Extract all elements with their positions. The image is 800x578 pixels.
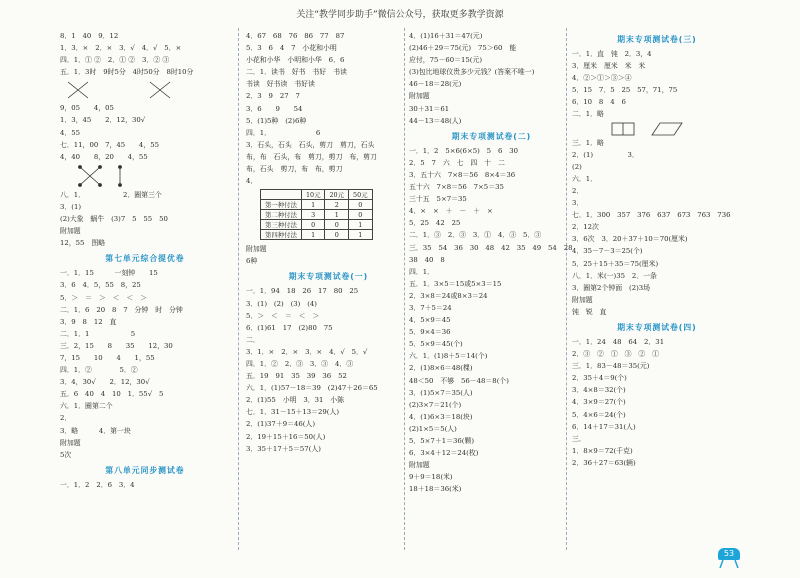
answer-line: 二．1．读书 好书 书好 书读 (246, 68, 347, 77)
page-number: 53 (718, 548, 740, 560)
column-2 (246, 30, 411, 556)
answer-line: 4．× × ＋ － ＋ × (409, 207, 493, 216)
answer-line: 1．8×9＝72(千克) (572, 446, 633, 455)
table-cell: 50元 (349, 190, 373, 200)
answer-line: 4．(1)16＋31＝47(元) (409, 32, 483, 40)
answer-line: 2．5 7 六 七 四 十 二 (409, 158, 505, 167)
answer-line: (2)3×7＝21(个) (409, 400, 462, 409)
answer-line: 3．35＋17＋5＝57(人) (246, 444, 321, 453)
answer-line: 44－13＝48(人) (409, 116, 462, 125)
page-header: 关注“教学同步助手”微信公众号，获取更多教学资源 (296, 10, 504, 20)
answer-line: 18＋18＝36(米) (409, 485, 462, 494)
answer-line: 附加题 (60, 227, 81, 236)
answer-line: 六．1． (572, 174, 598, 183)
table-cell: 20元 (325, 190, 349, 200)
answer-line: 小花和小华 小明和小华 6．6 (246, 56, 345, 65)
answer-line: 5．(1)5种 (2)6种 (246, 116, 307, 125)
answer-line: 七．1．300 357 376 637 673 763 736 (572, 211, 731, 220)
answer-line: 三．1．略 (572, 138, 604, 147)
answer-line: 2．(1)37＋9＝46(人) (246, 420, 316, 429)
answer-line: 四．1．② 2．③ 3．③ 4．③ (246, 359, 354, 368)
answer-line: (2) (572, 162, 582, 171)
answer-line: 附加题 (409, 461, 430, 470)
answer-line: 3．1．× 2．× 3．× 4．√ 5．√ (246, 347, 368, 356)
section-title: 第八单元同步测试卷 (105, 465, 185, 475)
answer-line: 五．1．3时 9时5分 4时50分 8时10分 (60, 68, 194, 77)
answer-line: 2．(1)8×6＝48(棵) (409, 364, 473, 373)
answer-line: 二．1．6 20 8 7 分钟 时 分钟 (60, 305, 183, 314)
answer-line: 附加题 (60, 438, 81, 447)
answer-line: 六．1．(1)57－18＝39 (2)47＋26＝65 (246, 384, 378, 393)
answer-line: 4．3×9＝27(个) (572, 398, 626, 407)
answer-line: 二．1．略 (572, 110, 604, 119)
section-title: 期末专项测试卷(一) (288, 272, 369, 282)
answer-line: 3．(1) (60, 202, 82, 211)
answer-line: 三．1．83－48＝35(元) (572, 362, 650, 371)
answer-line: 书读 好书读 书好读 (246, 80, 315, 89)
answer-line: 八．1．米(一)35 2．一条 (572, 271, 657, 280)
answer-line: 1．3，45 2．12，30√ (60, 116, 146, 125)
table-header-row (261, 190, 373, 200)
answer-line: 3． (572, 199, 584, 208)
answer-line: 4．5×9＝45 (409, 316, 451, 325)
answer-line: 二． (246, 335, 260, 344)
table-cell: 0 (349, 200, 373, 210)
answer-line: 30＋31＝61 (409, 104, 450, 113)
answer-line: 5．25＋15＋35＝75(厘米) (572, 259, 659, 268)
answer-line: 3．4，30√ 2．12，30√ (60, 378, 150, 387)
answer-line: 6．14＋17＝31(人) (572, 422, 636, 431)
answer-line: 5．5×7＋1＝36(颗) (409, 437, 475, 445)
answer-line: 4．35－7－3＝25(个) (572, 247, 643, 256)
answer-line: 4．55 (60, 128, 81, 137)
table-cell: 0 (349, 210, 373, 220)
table-cell: 第四种付法 (261, 230, 302, 240)
table-cell: 1 (349, 230, 373, 240)
shape-drawing (572, 121, 732, 137)
answer-line: 四．1． (409, 267, 493, 276)
answer-line: 四．1． 6 (246, 128, 321, 137)
table-cell: 第二种付法 (261, 210, 302, 220)
answer-line: 2．③ ② ① ③ ② ① (572, 350, 660, 359)
answer-line: (2)大象 蜗牛 (3)7 5 55 50 (60, 215, 168, 224)
answer-line: 5．＞ ＝ ＞ ＜ ＜ ＞ (60, 293, 148, 302)
answer-line: 3．(1) (2) (3) (4) (246, 299, 317, 308)
table-cell: 1 (349, 220, 373, 230)
answer-line: 2． (572, 186, 584, 195)
answer-line: 一．1．94 18 26 17 80 25 (246, 287, 359, 296)
table-cell: 0 (325, 230, 349, 240)
answer-line: 五十六 7×8＝56 7×5＝35 (409, 183, 504, 192)
answer-line: 八．1． 2．圈第三个 (60, 190, 162, 199)
table-cell: 3 (301, 210, 325, 220)
answer-line: 附加题 (246, 245, 267, 254)
answer-line: 六．1．(1)8＋5＝14(个) (409, 352, 488, 361)
answer-line: 应付，75－60＝15(元) (409, 56, 483, 65)
section-title: 期末专项测试卷(四) (617, 322, 697, 332)
answer-line: 2．(1) 3． (572, 150, 639, 159)
answer-line: 2．3×8＝24或8×3＝24 (409, 291, 488, 300)
answer-line: 46－18＝28(元) (409, 80, 462, 89)
table-row (261, 210, 373, 220)
answer-line: 附加题 (572, 295, 593, 304)
answer-line: 2．(1)55 小明 3．31 小陈 (246, 396, 345, 405)
section-title: 期末专项测试卷(三) (617, 35, 697, 44)
answer-line: 2．35＋4＝9(个) (572, 374, 627, 383)
answer-line: 3．五十六 7×8＝56 8×4＝36 (409, 170, 516, 179)
table-cell: 2 (325, 200, 349, 210)
table-cell: 第一种付法 (261, 200, 302, 210)
answer-line: 七．1．31－15＋13＝29(人) (246, 408, 340, 417)
answer-line: 布，石头 剪刀，布 布，剪刀 (246, 165, 343, 174)
table-cell: 1 (301, 230, 325, 240)
table-cell: 1 (325, 210, 349, 220)
answer-line: 一．1．2 5×6(6×5) 5 6 30 (409, 146, 518, 155)
answer-line: 5．15 7．5 25 57，71，75 (572, 86, 678, 95)
answer-line: 3．略 4．第一块 (60, 426, 131, 435)
table-cell: 10元 (301, 190, 325, 200)
payment-table (260, 189, 373, 240)
answer-line: 4．67 68 76 86 77 87 (246, 32, 345, 40)
answer-line: (2)1×5＝5(人) (409, 424, 457, 433)
answer-line: 4，40 8，20 4，55 (60, 152, 148, 161)
answer-line: 4．(1)6×3＝18(块) (409, 412, 473, 421)
column-3 (409, 30, 574, 556)
answer-line: 五．1．3×5＝15或5×3＝15 (409, 279, 502, 288)
section-title: 期末专项测试卷(二) (451, 131, 532, 141)
answer-line: 3．4×8＝32(个) (572, 386, 626, 395)
answer-line: 3．6 9 54 (246, 104, 303, 113)
answer-line: 布，布 石头，布 剪刀，剪刀 布，剪刀 (246, 152, 377, 161)
answer-line: 3．(1)5×7＝35(人) (409, 388, 473, 397)
answer-line: 3．石头，石头 石头，剪刀 剪刀，石头 (246, 140, 375, 149)
answer-line: 一．1．15 一刻钟 15 (60, 269, 158, 278)
answer-line: 5．3 6 4 7 小花和小明 (246, 44, 337, 53)
answer-line: 38 40 8 (409, 255, 445, 264)
column-4 (572, 30, 742, 556)
table-row (261, 230, 373, 240)
answer-line: 6．(1)61 17 (2)80 75 (246, 323, 333, 332)
answer-line: 二．1．1 5 (60, 329, 136, 338)
answer-line: 2．36＋27＝63(辆) (572, 458, 636, 467)
answer-line: 四．1．① ② 2．① ② 3．② ③ (60, 56, 170, 65)
answer-line: 3．7＋5＝24 (409, 303, 452, 312)
answer-line: 12，55 图略 (60, 239, 106, 248)
answer-line: 附加题 (409, 92, 430, 101)
answer-line: 一．1．24 48 64 2．31 (572, 337, 665, 346)
answer-line: 3．9 8 12 直 (60, 317, 117, 326)
answer-line: 5．9×4＝36 (409, 328, 451, 337)
answer-line: 3．6 4．5，55 8，25 (60, 281, 141, 290)
answer-line: 2．19＋15＋16＝50(人) (246, 432, 326, 441)
answer-line: 四．1．② 5．② (60, 366, 138, 375)
table-row (261, 200, 373, 210)
answer-line: 钝 锐 直 (572, 307, 607, 316)
answer-line: 4．②＞①＞③＞④ (572, 74, 632, 83)
table-cell (261, 190, 302, 200)
answer-line: 9，05 4，05 (60, 104, 114, 113)
answer-line: (2)46＋29＝75(元) 75＞60 能 (409, 44, 517, 53)
answer-line: 5．5×9＝45(个) (409, 340, 463, 349)
answer-line: 6种 (246, 257, 258, 266)
answer-line: 五．6 40 4 10 1．55√ 5 (60, 390, 164, 399)
table-cell: 0 (325, 220, 349, 230)
matching-drawing (60, 78, 220, 102)
answer-line: 6．10 8 4 6 (572, 98, 626, 107)
answer-line: 5次 (60, 450, 72, 459)
column-1 (60, 30, 230, 556)
answer-line: 3．6次 3．20＋37＋10＝70(厘米) (572, 235, 688, 244)
answer-line: 七．11，00 7，45 4，55 (60, 140, 159, 149)
answer-line: 三．35 54 36 30 48 42 35 49 54 28 (409, 243, 573, 252)
answer-line: 1．3．× 2．× 3．√ 4．√ 5．× (60, 44, 182, 53)
answer-line: 3．厘米 厘米 米 米 (572, 62, 646, 71)
dot-line-drawing (60, 163, 220, 189)
answer-line: 5．4×6＝24(个) (572, 410, 626, 419)
answer-line: 5．＞ ＜ ＝ ＜ ＞ (246, 311, 320, 320)
section-title: 第七单元综合提优卷 (105, 254, 185, 264)
answer-line: 2． (60, 414, 72, 423)
answer-line: 5．25 42 25 (409, 219, 461, 228)
answer-line: 三十五 5×7＝35 (409, 195, 467, 204)
table-cell: 0 (301, 220, 325, 230)
page-number-stand-icon (718, 560, 740, 568)
answer-line: (3)包比地球仪贵多少元钱？(答案不唯一) (409, 68, 535, 77)
answer-line: 7，15 10 4 1，55 (60, 353, 155, 362)
answer-line: 一．1．2 2．6 3．4 (60, 480, 135, 489)
answer-line: 6．3×4＋12＝24(枚) (409, 449, 479, 458)
answer-line: 48＜50 不够 56－48＝8(个) (409, 376, 509, 385)
table-cell: 第三种付法 (261, 220, 302, 230)
answer-line: 2．3 9 27 7 (246, 92, 300, 101)
answer-line: 9＋9＝18(米) (409, 473, 453, 482)
answer-line: 六．1．圈第二个 (60, 402, 113, 411)
answer-line: 4． (246, 177, 258, 186)
answer-line: 一．1．直 钝 2．3，4 (572, 50, 652, 58)
column-divider (238, 28, 239, 550)
answer-line: 8．1 40 9．12 (60, 32, 119, 40)
table-cell: 1 (301, 200, 325, 210)
answer-line: 三． (572, 434, 586, 443)
answer-line: 二．1．③ 2．③ 3．① 4．③ 5．③ (409, 231, 542, 240)
answer-line: 2．12次 (572, 223, 599, 232)
answer-line: 五．19 91 35 39 36 52 (246, 372, 347, 381)
table-row (261, 220, 373, 230)
answer-line: 3．圈第2个钟面 (2)3场 (572, 283, 651, 292)
answer-line: 三．2，15 8 35 12，30 (60, 341, 173, 350)
